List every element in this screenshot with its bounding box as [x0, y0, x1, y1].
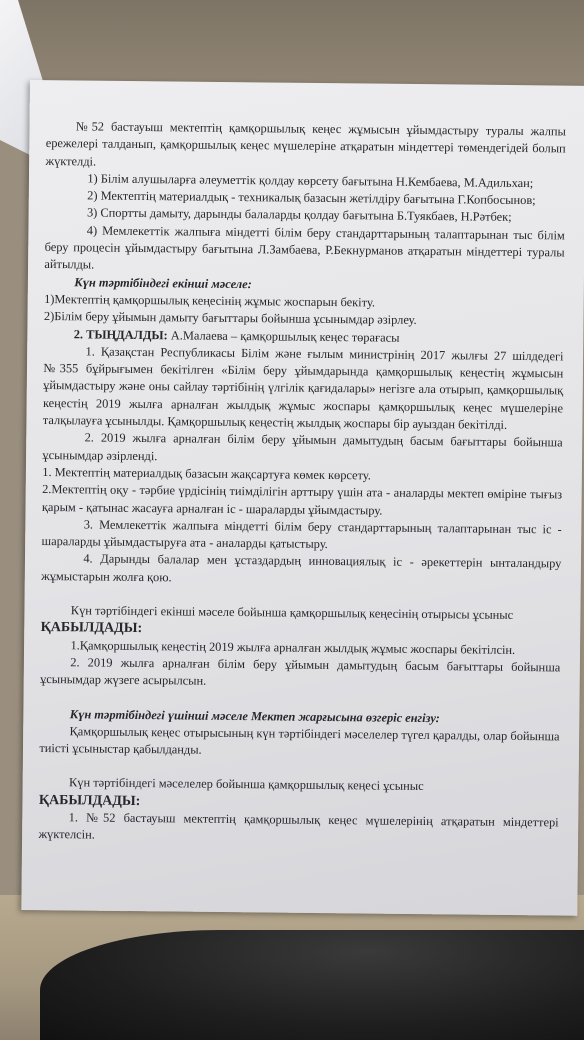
speaker-text: А.Малаева – қамқоршылық кеңес төрағасы: [167, 327, 400, 345]
list-item: 2) Мектептің материалдық - техникалық базасын жетілдіру бағытына Г.Копбосынов;: [87, 188, 536, 208]
list-item: 1) Білім алушыларға әлеуметтік қолдау көрсету бағытына Н.Кембаева, М.Адильхан;: [87, 171, 534, 190]
dark-object: [40, 930, 584, 1040]
list-item: 3) Спортты дамыту, дарынды балаларды қолдау бағытына Б.Туякбаев, Н.Рәтбек;: [86, 205, 512, 225]
paragraph: Күн тәртібіндегі екінші мәселе бойынша қамқоршылық кеңесінің отырысы ұсыныс: [70, 603, 514, 622]
list-item: 1.Қамқоршылық кеңестің 2019 жылға арналған жылдық жұмыс жоспары бекітілсін.: [70, 637, 516, 657]
heard-label: 2. ТЫҢДАЛДЫ:: [73, 326, 168, 342]
section-heading: Күн тәртібіндегі үшінші мәселе Мектеп жарғысына өзгеріс енгізу:: [69, 706, 440, 725]
list-item: 4. Дарынды балалар мен ұстаздардың инновациялық іс - әрекеттерін ынталандыру жұмыстарын жолға қою.: [41, 551, 562, 585]
paragraph: 1. Қазақстан Республикасы Білім және ғылым министрінің 2017 жылғы 27 шілдедегі №355 бұйрығымен бекітілген «Білім беру ұйымдарында қамқоршылық кеңестің жұмысын ұйымдастыру және оны сайлау тәртібінің үлгілік қағидалары» негізге ала отырып, қамқоршылық кеңестің 2019 жылға арналған жылдық жұмыс жоспары қамқоршылық кеңес мүшелеріне талқылауға ұсынылды. Қамқоршылық кеңестің жылдық жоспары бір ауыздан бекітілді.: [42, 344, 564, 432]
decision-label: ҚАБЫЛДАДЫ:: [38, 792, 141, 809]
paragraph: Күн тәртібіндегі мәселелер бойынша қамқоршылық кеңесі ұсыныс: [68, 775, 424, 794]
decision-label: ҚАБЫЛДАДЫ:: [40, 620, 143, 637]
list-item: 1)Мектептің қамқоршылық кеңесінің жұмыс жоспарын бекіту.: [44, 291, 376, 310]
paragraph: №52 бастауыш мектептің қамқоршылық кеңес жұмысын ұйымдастыру туралы жалпы ережелері талданып, қамқоршылық кеңес мүшелеріне атқаратын міндеттері төмендегідей болып жүктелді.: [45, 119, 566, 169]
list-item: 2. 2019 жылға арналған білім беру ұйымын дамытудың басым бағыттары бойынша ұсынымдар жүзеге асырылсын.: [40, 655, 561, 688]
list-item: 2)Білім беру ұйымын дамыту бағыттары бойынша ұсынымдар әзірлеу.: [43, 309, 417, 328]
list-item: 4) Мемлекеттік жалпыға міндетті білім беру стандарттарының талаптарынан тыс білім беру процесін ұйымдастыру бағытына Л.Замбаева, Р.Бекнурманов атқаратын міндеттері туралы айтылды.: [44, 223, 565, 272]
list-item: 2.Мектептің оқу - тәрбие үрдісінің тиімділігін арттыру үшін ата - аналарды мектеп өміріне тығыз қарым - қатынас жасауға арналған іс - шараларды ұйымдастыру.: [41, 482, 563, 518]
list-item: 1. №52 бастауыш мектептің қамқоршылық кеңес мүшелерінің атқаратын міндеттері жүктелсін.: [38, 810, 559, 842]
list-item: 1. Мектептің материалдық базасын жақсартуға көмек көрсету.: [42, 464, 371, 483]
document-text: [38, 118, 566, 849]
section-heading: Күн тәртібіндегі екінші мәселе:: [74, 274, 252, 291]
paragraph: 2. 2019 жылға арналған білім беру ұйымын дамытудың басым бағыттары бойынша ұсынымдар әзірленді.: [42, 430, 563, 463]
list-item: 3. Мемлекеттік жалпыға міндетті білім беру стандарттарының талаптарынан тыс іс - шараларды ұйымдастыруға ата - аналарды қатыстыру.: [41, 517, 562, 552]
paragraph: Қамқоршылық кеңес отырысының күн тәртібіндегі мәселелер түгел қаралды, олар бойынша тиісті ұсыныстар қабылданды.: [39, 724, 560, 757]
